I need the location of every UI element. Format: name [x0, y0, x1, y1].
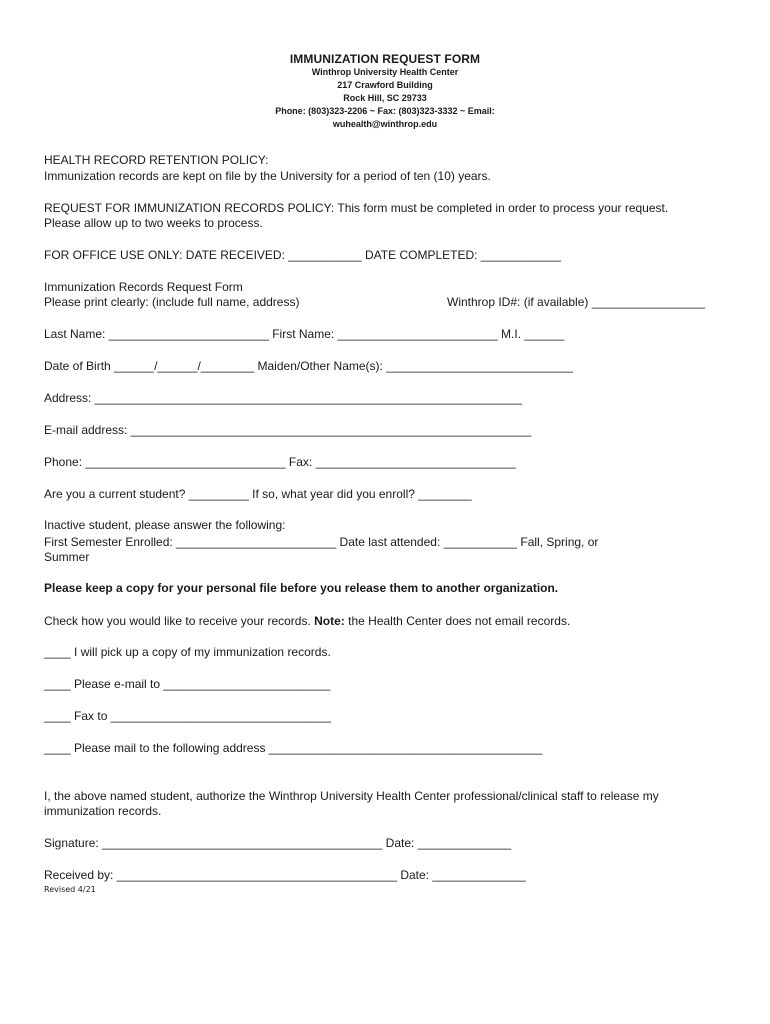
retention-text: Immunization records are kept on file by the University for a period of ten (10) years.: [44, 169, 491, 183]
org-building: 217 Crawford Building: [337, 80, 433, 90]
form-title: IMMUNIZATION REQUEST FORM: [289, 52, 481, 66]
option-mail[interactable]: ____ Please mail to the following address _________________________________________: [44, 741, 543, 755]
email-field[interactable]: E-mail address: ____________________________________________________________: [44, 423, 532, 437]
receive-instructions: [44, 614, 570, 629]
retention-heading: HEALTH RECORD RETENTION POLICY:: [44, 153, 269, 167]
note-label: Note:: [314, 614, 345, 628]
option-pickup[interactable]: ____ I will pick up a copy of my immunization records.: [44, 645, 331, 659]
authorization-line2: immunization records.: [44, 804, 162, 818]
org-contact: Phone: (803)323-2206 ~ Fax: (803)323-3332 ~ Email:: [275, 106, 495, 116]
copy-note: Please keep a copy for your personal file before you release them to another organization.: [44, 581, 559, 595]
note-text: the Health Center does not email records.: [348, 614, 571, 628]
student-status-fields[interactable]: Are you a current student? _________ If so, what year did you enroll? ________: [44, 487, 472, 501]
org-city: Rock Hill, SC 29733: [343, 93, 427, 103]
request-policy-line2: Please allow up to two weeks to process.: [44, 216, 263, 230]
form-subheading: Immunization Records Request Form: [44, 280, 243, 294]
option-email[interactable]: ____ Please e-mail to _________________________: [44, 677, 331, 691]
authorization-line1: I, the above named student, authorize the Winthrop University Health Center professional/clinical staff to release my: [44, 789, 659, 803]
request-policy-line1: REQUEST FOR IMMUNIZATION RECORDS POLICY: This form must be completed in order to process your request.: [44, 201, 669, 215]
received-by-field[interactable]: Received by: __________________________________________ Date: ______________: [44, 868, 526, 882]
inactive-heading: Inactive student, please answer the following:: [44, 518, 286, 532]
name-fields[interactable]: Last Name: ________________________ First Name: ________________________ M.I. ______: [44, 327, 565, 341]
option-fax[interactable]: ____ Fax to _________________________________: [44, 709, 331, 723]
org-name: Winthrop University Health Center: [311, 67, 459, 77]
signature-field[interactable]: Signature: __________________________________________ Date: ______________: [44, 836, 512, 850]
phone-fax-fields[interactable]: Phone: ______________________________ Fax: ______________________________: [44, 455, 516, 469]
org-email: wuhealth@winthrop.edu: [332, 119, 438, 129]
address-field[interactable]: Address: ________________________________________________________________: [44, 391, 522, 405]
form-header: [0, 52, 770, 131]
office-use-line[interactable]: FOR OFFICE USE ONLY: DATE RECEIVED: ___________ DATE COMPLETED: ____________: [44, 248, 561, 262]
revision-note: Revised 4/21: [44, 885, 96, 894]
inactive-fields-cont: Summer: [44, 550, 90, 564]
print-clearly-note: Please print clearly: (include full name, address): [44, 295, 300, 309]
receive-intro: Check how you would like to receive your records.: [44, 614, 311, 628]
dob-fields[interactable]: Date of Birth ______/______/________ Maiden/Other Name(s): ____________________________: [44, 359, 574, 373]
inactive-fields[interactable]: First Semester Enrolled: ________________________ Date last attended: ___________ Fall, Spring, or: [44, 535, 599, 549]
winthrop-id-field[interactable]: Winthrop ID#: (if available) _________________: [447, 295, 706, 309]
